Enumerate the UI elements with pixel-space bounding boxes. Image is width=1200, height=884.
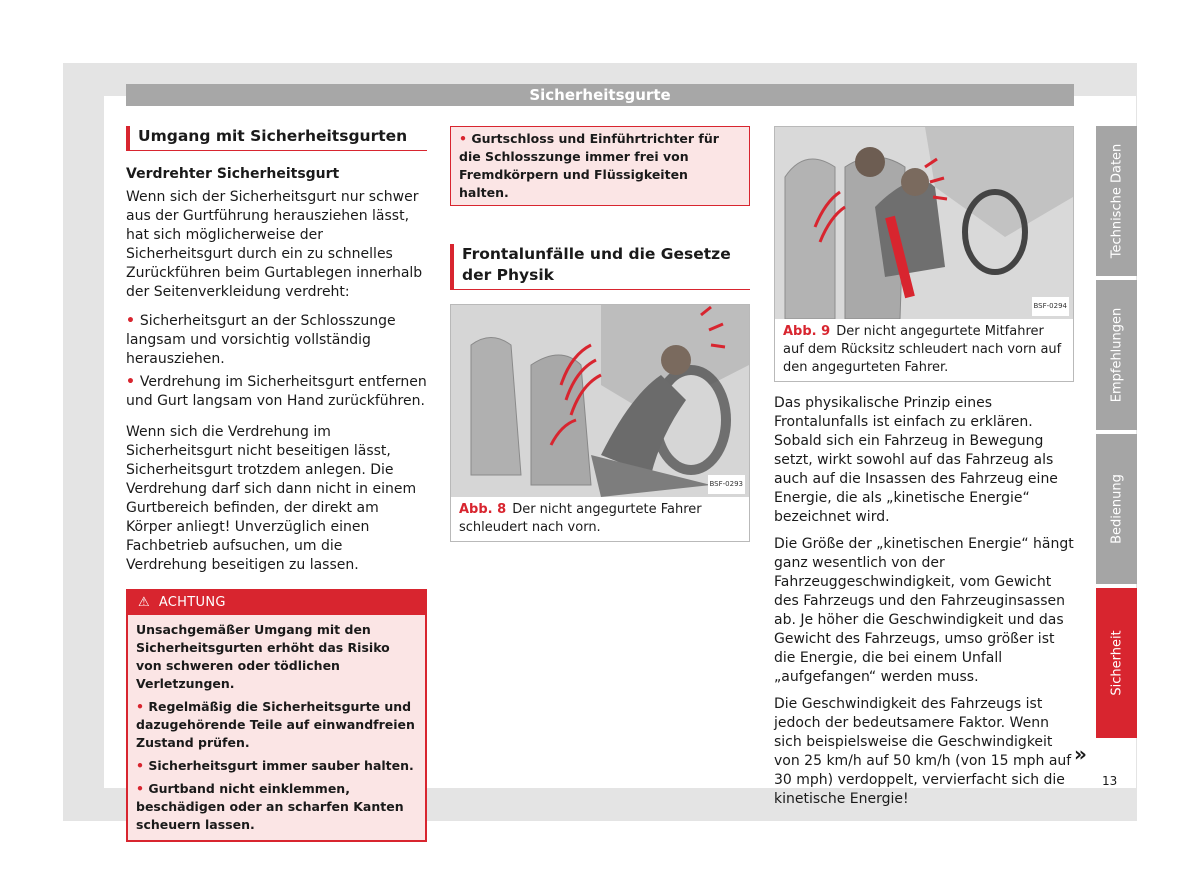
warning-icon: ⚠ xyxy=(138,595,150,610)
heading-umgang: Umgang mit Sicherheitsgurten xyxy=(126,126,427,151)
paragraph-physics-2: Die Größe der „kinetischen Energie“ hängt ganz wesentlich von der Fahrzeuggeschwindigkeit, vom Gewicht des Fahrzeugs und den Fahrzeuginsassen ab. Je höher die Geschwindigkeit und das Gewicht des Fahrzeugs, umso größer ist die Energie, die bei einem Unfall „aufgefangen“ werden muss. xyxy=(774,536,1074,685)
warning-intro: Unsachgemäßer Umgang mit den Sicherheitsgurten erhöht das Risiko von schweren oder tödlichen Verletzungen. xyxy=(136,622,390,691)
bullet-text: Verdrehung im Sicherheitsgurt entfernen und Gurt langsam von Hand zurückführen. xyxy=(126,374,427,409)
caption-text: Der nicht angegurtete Mitfahrer auf dem Rücksitz schleudert nach vorn auf den angegurteten Fahrer. xyxy=(783,324,1062,375)
note-box xyxy=(450,126,750,206)
tab-label: Empfehlungen xyxy=(1109,307,1124,403)
note-text: Gurtschloss und Einführtrichter für die Schlosszunge immer frei von Fremdkörpern und Flüssigkeiten halten. xyxy=(459,131,719,200)
bullet-item xyxy=(126,312,427,369)
figure-8-image xyxy=(451,305,749,497)
paragraph-verdrehung: Wenn sich die Verdrehung im Sicherheitsgurt nicht beseitigen lässt, Sicherheitsgurt trotzdem anlegen. Die Verdrehung darf sich dann nicht in einem Gurtbereich befinden, der direkt am Körper anliegt! Unverzüglich einen Fachbetrieb aufsuchen, um die Verdrehung beseitigen zu lassen. xyxy=(126,424,417,573)
passenger-illustration xyxy=(775,127,1073,319)
figure-9-image xyxy=(775,127,1073,319)
tab-bedienung[interactable] xyxy=(1096,434,1137,584)
tab-sicherheit[interactable] xyxy=(1096,588,1137,738)
subheading-verdreht: Verdrehter Sicherheitsgurt xyxy=(126,166,340,182)
paragraph-physics-3: Die Geschwindigkeit des Fahrzeugs ist jedoch der bedeutsamere Faktor. Wenn sich beispielsweise die Geschwindigkeit von 25 km/h auf 50 km/h (von 15 mph auf 30 mph) verdoppelt, vervierfacht sich die kinetische Energie! xyxy=(774,696,1072,807)
warning-item: • Sicherheitsgurt immer sauber halten. xyxy=(136,758,414,773)
figure-code: BSF-0294 xyxy=(1032,297,1070,316)
bullet-dot: • xyxy=(126,374,140,390)
warning-item: • Gurtband nicht einklemmen, beschädigen oder an scharfen Kanten scheuern lassen. xyxy=(136,781,404,832)
caption-text: Der nicht angegurtete Fahrer schleudert nach vorn. xyxy=(459,502,702,535)
right-column xyxy=(774,126,1074,809)
heading-frontal: Frontalunfälle und die Gesetze der Physik xyxy=(450,244,750,290)
figure-8-caption xyxy=(451,497,749,541)
warning-item: • Regelmäßig die Sicherheitsgurte und dazugehörende Teile auf einwandfreien Zustand prüfen. xyxy=(136,699,415,750)
warning-box xyxy=(126,589,427,842)
figure-8 xyxy=(450,304,750,542)
page-number: 13 xyxy=(1102,774,1118,788)
tab-empfehlungen[interactable] xyxy=(1096,280,1137,430)
bullet-dot: • xyxy=(459,131,472,146)
figure-9 xyxy=(774,126,1074,382)
warning-title: ACHTUNG xyxy=(158,595,226,610)
warning-header xyxy=(128,591,425,615)
driver-illustration xyxy=(451,305,749,497)
figure-label: Abb. 8 xyxy=(459,502,507,517)
bullet-item xyxy=(126,373,427,411)
middle-column xyxy=(450,126,750,542)
tab-label: Technische Daten xyxy=(1109,143,1124,259)
warning-body xyxy=(128,615,425,840)
section-header: Sicherheitsgurte xyxy=(126,84,1074,106)
tab-technische-daten[interactable] xyxy=(1096,126,1137,276)
bullet-text: Sicherheitsgurt an der Schlosszunge langsam und vorsichtig vollständig herausziehen. xyxy=(126,313,396,367)
figure-label: Abb. 9 xyxy=(783,324,831,339)
left-column xyxy=(126,126,427,842)
paragraph-intro: Wenn sich der Sicherheitsgurt nur schwer aus der Gurtführung herausziehen lässt, hat sich möglicherweise der Sicherheitsgurt durch ein zu schnelles Zurückführen beim Gurtablegen innerhalb der Seitenverkleidung verdreht: xyxy=(126,189,423,300)
continue-mark: » xyxy=(1074,742,1087,766)
figure-9-caption xyxy=(775,319,1073,381)
paragraph-physics-1: Das physikalische Prinzip eines Frontalunfalls ist einfach zu erklären. Sobald sich ein Fahrzeug in Bewegung setzt, wirkt sowohl auf das Fahrzeug als auch auf die Insassen des Fahrzeug eine Energie, die als „kinetische Energie“ bezeichnet wird. xyxy=(774,395,1058,525)
tab-label: Sicherheit xyxy=(1109,630,1124,696)
figure-code: BSF-0293 xyxy=(708,475,746,494)
bullet-dot: • xyxy=(126,313,140,329)
tab-label: Bedienung xyxy=(1109,474,1124,544)
